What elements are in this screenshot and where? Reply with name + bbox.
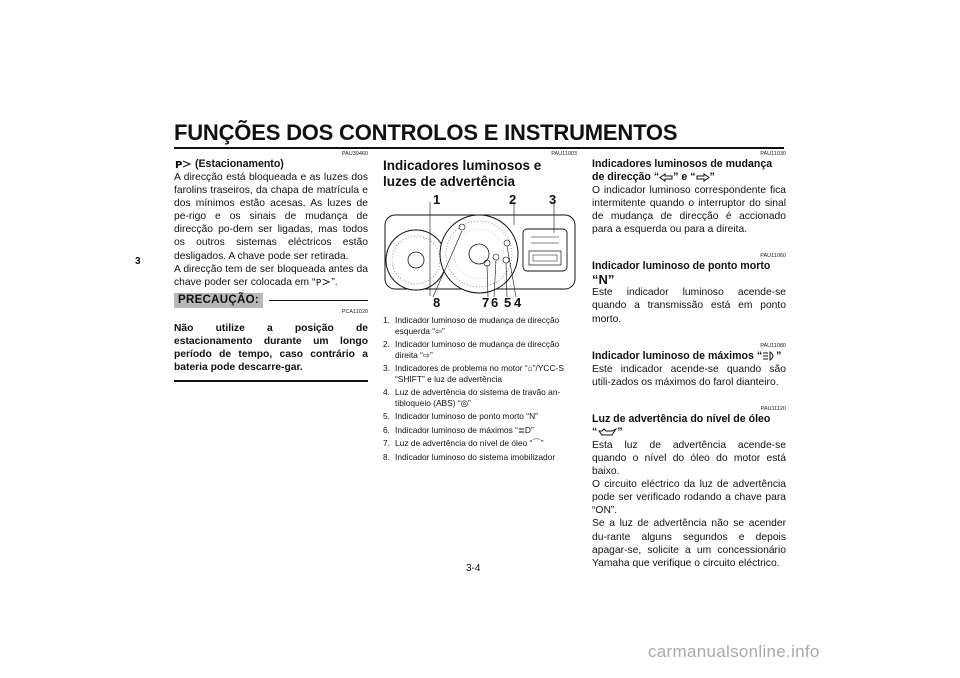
- callout-label: 2: [509, 192, 517, 207]
- paragraph: Se a luz de advertência não se acender du-rante alguns segundos e depois apagar-se, solicite a um concessionário Yamaha que verifique o circuito eléctrico.: [592, 518, 786, 569]
- item-number: 7.: [383, 438, 390, 448]
- instrument-cluster-illustration: [383, 193, 577, 313]
- item-number: 6.: [383, 424, 390, 435]
- paragraph: O indicador luminoso correspondente fica intermitente quando o interruptor do sinal de mudança de direcção é accionado para a esquerda ou para a direita.: [592, 185, 786, 236]
- caution-header: [174, 293, 368, 308]
- paragraph: Este indicador luminoso acende-se quando a transmissão está em ponto morto.: [592, 287, 786, 325]
- high-beam-icon: [762, 351, 776, 361]
- item-number: 3.: [383, 363, 390, 373]
- heading-text: ”: [776, 349, 782, 362]
- callout-label: 4: [514, 295, 522, 310]
- list-item: [383, 438, 577, 449]
- heading-text: Indicador luminoso de máximos “: [592, 349, 763, 362]
- callout-label: 6: [491, 295, 499, 310]
- item-number: 8.: [383, 451, 390, 462]
- parking-icon: [174, 159, 192, 169]
- item-text: Indicador luminoso do sistema imobilizador: [395, 451, 556, 462]
- chapter-tab: 3: [135, 256, 141, 267]
- heading-text: ”: [709, 171, 715, 183]
- page-number: 3-4: [466, 563, 481, 574]
- list-item: [383, 339, 577, 360]
- section-heading: Indicadores luminosos e luzes de advertência: [383, 158, 542, 189]
- item-text: Luz de advertência do nível de óleo “⌒”: [395, 438, 544, 448]
- instrument-cluster-figure: [383, 193, 577, 313]
- section-heading: [174, 158, 368, 171]
- section-heading: [592, 350, 786, 363]
- section-heading: Indicador luminoso de ponto morto: [592, 260, 771, 273]
- item-number: 5.: [383, 411, 390, 421]
- title-rule: [174, 147, 784, 149]
- item-text: Indicador luminoso de máximos “≣D”: [395, 424, 534, 435]
- item-number: 1.: [383, 315, 390, 325]
- ref-code: PAU39460: [341, 151, 368, 157]
- paragraph: Este indicador acende-se quando são utili-zados os máximos do farol dianteiro.: [592, 363, 786, 388]
- item-text: Indicador luminoso de ponto morto “N”: [395, 411, 538, 421]
- item-number: 2.: [383, 339, 390, 349]
- indicator-list: [383, 315, 577, 462]
- quote-open: “: [592, 425, 598, 438]
- caution-rule: [269, 300, 368, 302]
- parking-icon: [315, 277, 331, 287]
- ref-code: PAU11030: [760, 151, 786, 157]
- paragraph-text: A direcção tem de ser bloqueada antes da chave poder ser colocada em “: [174, 263, 368, 288]
- paragraph-text: ”.: [331, 276, 338, 288]
- paragraph: A direcção está bloqueada e as luzes dos farolins traseiros, da chapa de matrícula e dos mínimos estão acesas. As luzes de pe-rigo e os sinais de mudança de direcção po-dem ser ligadas, mas todos os outros sistemas eléctricos estão desligados. A chave pode ser retirada.: [174, 172, 368, 262]
- paragraph: [174, 263, 368, 289]
- list-item: [383, 452, 577, 463]
- callout-label: 8: [433, 295, 441, 310]
- list-item: [383, 387, 577, 408]
- svg-text:P: P: [175, 160, 183, 170]
- oil-symbol-line: [592, 426, 786, 439]
- callout-label: 5: [504, 295, 512, 310]
- ref-code: PAU11080: [760, 342, 786, 349]
- quote-close: ”: [617, 425, 623, 438]
- column-indicators: [383, 150, 577, 465]
- column-descriptions: [592, 150, 786, 570]
- page-title: FUNÇÕES DOS CONTROLOS E INSTRUMENTOS: [174, 120, 678, 145]
- item-text: Indicador luminoso de mudança de direcção esquerda “⇦”: [395, 315, 560, 336]
- paragraph: Esta luz de advertência acende-se quando o nível do óleo do motor está baixo.: [592, 439, 786, 478]
- ref-code: PAU11003: [551, 151, 577, 157]
- oil-can-icon: [597, 427, 617, 437]
- ref-code: PAU11060: [760, 253, 786, 260]
- list-item: [383, 425, 577, 436]
- item-text: Indicadores de problema no motor “⌂”/YCC-S “SHIFT” e luz de advertência: [395, 363, 564, 384]
- section-heading: Luz de advertência do nível de óleo: [592, 412, 771, 425]
- list-item: [383, 315, 577, 336]
- callout-label: 1: [433, 192, 441, 207]
- item-text: Indicador luminoso de mudança de direcção direita “⇨”: [395, 339, 560, 360]
- list-item: [383, 411, 577, 422]
- caution-label: PRECAUÇÃO:: [174, 293, 263, 308]
- item-number: 4.: [383, 387, 390, 397]
- caution-text: Não utilize a posição de estacionamento durante um longo período de tempo, caso contrário a bateria pode descarre-gar.: [174, 322, 368, 374]
- neutral-symbol: “N”: [592, 272, 615, 288]
- heading-text: Indicadores luminosos de mudança de direcção “: [592, 158, 773, 183]
- right-arrow-icon: [696, 173, 710, 182]
- ref-code: PCA11020: [341, 308, 368, 315]
- callout-label: 3: [549, 192, 557, 207]
- paragraph: O circuito eléctrico da luz de advertência pode ser verificado rodando a chave para “ON”.: [592, 479, 786, 517]
- left-arrow-icon: [659, 173, 673, 182]
- heading-text: (Estacionamento): [194, 158, 284, 170]
- caution-end-rule: [174, 380, 368, 382]
- ref-code: PAU11120: [760, 405, 786, 412]
- column-parking: [174, 150, 368, 382]
- item-text: Luz de advertência do sistema de travão an-tibloqueio (ABS) “◎”: [395, 387, 561, 408]
- list-item: [383, 363, 577, 384]
- watermark: carmanualsonline.info: [648, 642, 820, 661]
- callout-label: 7: [482, 295, 490, 310]
- svg-text:P: P: [316, 278, 322, 288]
- section-heading: [592, 158, 786, 184]
- heading-text: ” e “: [673, 171, 696, 183]
